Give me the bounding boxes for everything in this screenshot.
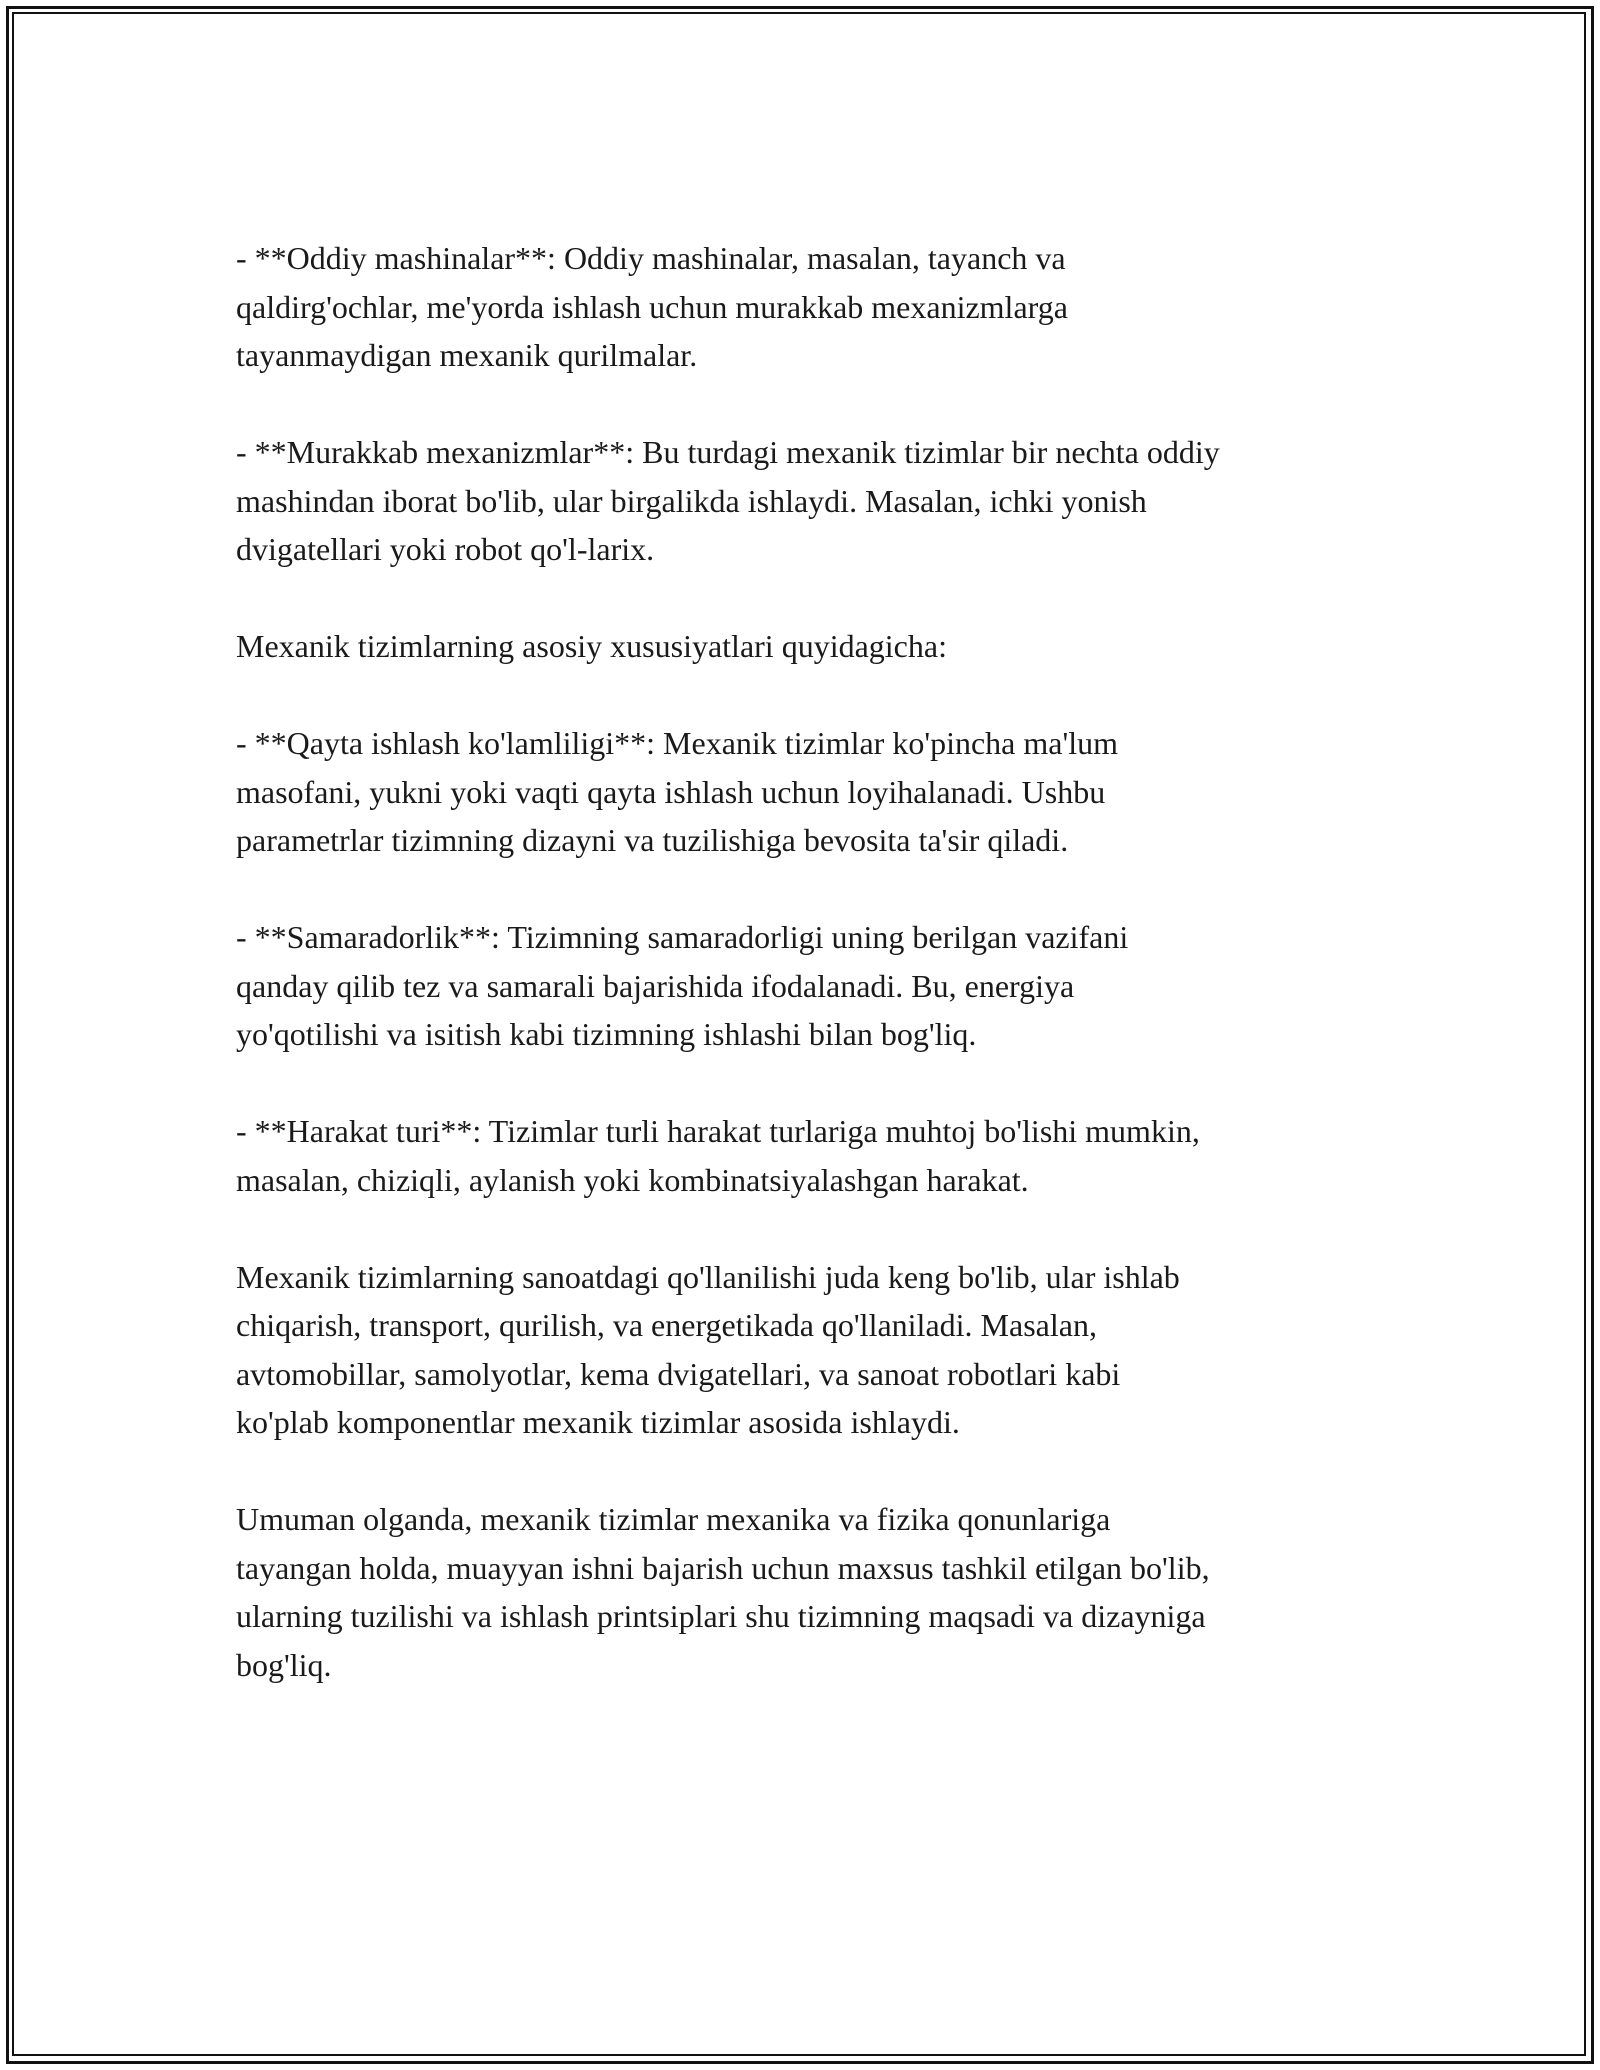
paragraph-sanoat-qollanilishi — [236, 1253, 1396, 1447]
text-line: - **Samaradorlik**: Tizimning samaradorligi uning berilgan vazifani — [236, 919, 1129, 955]
text-line: qanday qilib tez va samarali bajarishida ifodalanadi. Bu, energiya — [236, 967, 1075, 1004]
text-line: ko'plab komponentlar mexanik tizimlar asosida ishlaydi. — [236, 1404, 960, 1440]
paragraph-harakat-turi — [236, 1107, 1396, 1204]
text-line: masalan, chiziqli, aylanish yoki kombinatsiyalashgan harakat. — [236, 1161, 1029, 1198]
text-line: Mexanik tizimlarning asosiy xususiyatlari quyidagicha: — [236, 628, 947, 664]
text-line: Umuman olganda, mexanik tizimlar mexanika va fizika qonunlariga — [236, 1501, 1111, 1537]
text-line: tayangan holda, muayyan ishni bajarish uchun maxsus tashkil etilgan bo'lib, — [236, 1549, 1210, 1586]
text-line: - **Murakkab mexanizmlar**: Bu turdagi mexanik tizimlar bir nechta oddiy — [236, 434, 1220, 470]
paragraph-oddiy-mashinalar — [236, 234, 1396, 380]
text-line: parametrlar tizimning dizayni va tuzilishiga bevosita ta'sir qiladi. — [236, 822, 1069, 858]
document-body — [236, 234, 1396, 1738]
text-line: bog'liq. — [236, 1646, 332, 1683]
paragraph-asosiy-xususiyatlar — [236, 622, 1396, 671]
text-line: mashindan iborat bo'lib, ular birgalikda ishlaydi. Masalan, ichki yonish — [236, 482, 1147, 519]
text-line: masofani, yukni yoki vaqti qayta ishlash uchun loyihalanadi. Ushbu — [236, 773, 1106, 810]
text-line: qaldirg'ochlar, me'yorda ishlash uchun murakkab mexanizmlarga — [236, 288, 1068, 325]
text-line: ularning tuzilishi va ishlash printsiplari shu tizimning maqsadi va dizayniga — [236, 1598, 1206, 1634]
text-line: avtomobillar, samolyotlar, kema dvigatellari, va sanoat robotlari kabi — [236, 1355, 1121, 1392]
text-line: chiqarish, transport, qurilish, va energetikada qo'llaniladi. Masalan, — [236, 1307, 1097, 1343]
paragraph-umuman-olganda — [236, 1495, 1396, 1689]
text-line: Mexanik tizimlarning sanoatdagi qo'llanilishi juda keng bo'lib, ular ishlab — [236, 1258, 1180, 1295]
text-line: - **Harakat turi**: Tizimlar turli harakat turlariga muhtoj bo'lishi mumkin, — [236, 1113, 1200, 1149]
text-line: - **Oddiy mashinalar**: Oddiy mashinalar, masalan, tayanch va — [236, 240, 1066, 276]
paragraph-qayta-ishlash — [236, 719, 1396, 865]
paragraph-murakkab-mexanizmlar — [236, 428, 1396, 574]
text-line: dvigatellari yoki robot qo'l-larix. — [236, 531, 655, 567]
text-line: - **Qayta ishlash ko'lamliligi**: Mexanik tizimlar ko'pincha ma'lum — [236, 725, 1119, 761]
text-line: yo'qotilishi va isitish kabi tizimning ishlashi bilan bog'liq. — [236, 1016, 977, 1052]
paragraph-samaradorlik — [236, 913, 1396, 1059]
text-line: tayanmaydigan mexanik qurilmalar. — [236, 337, 698, 373]
